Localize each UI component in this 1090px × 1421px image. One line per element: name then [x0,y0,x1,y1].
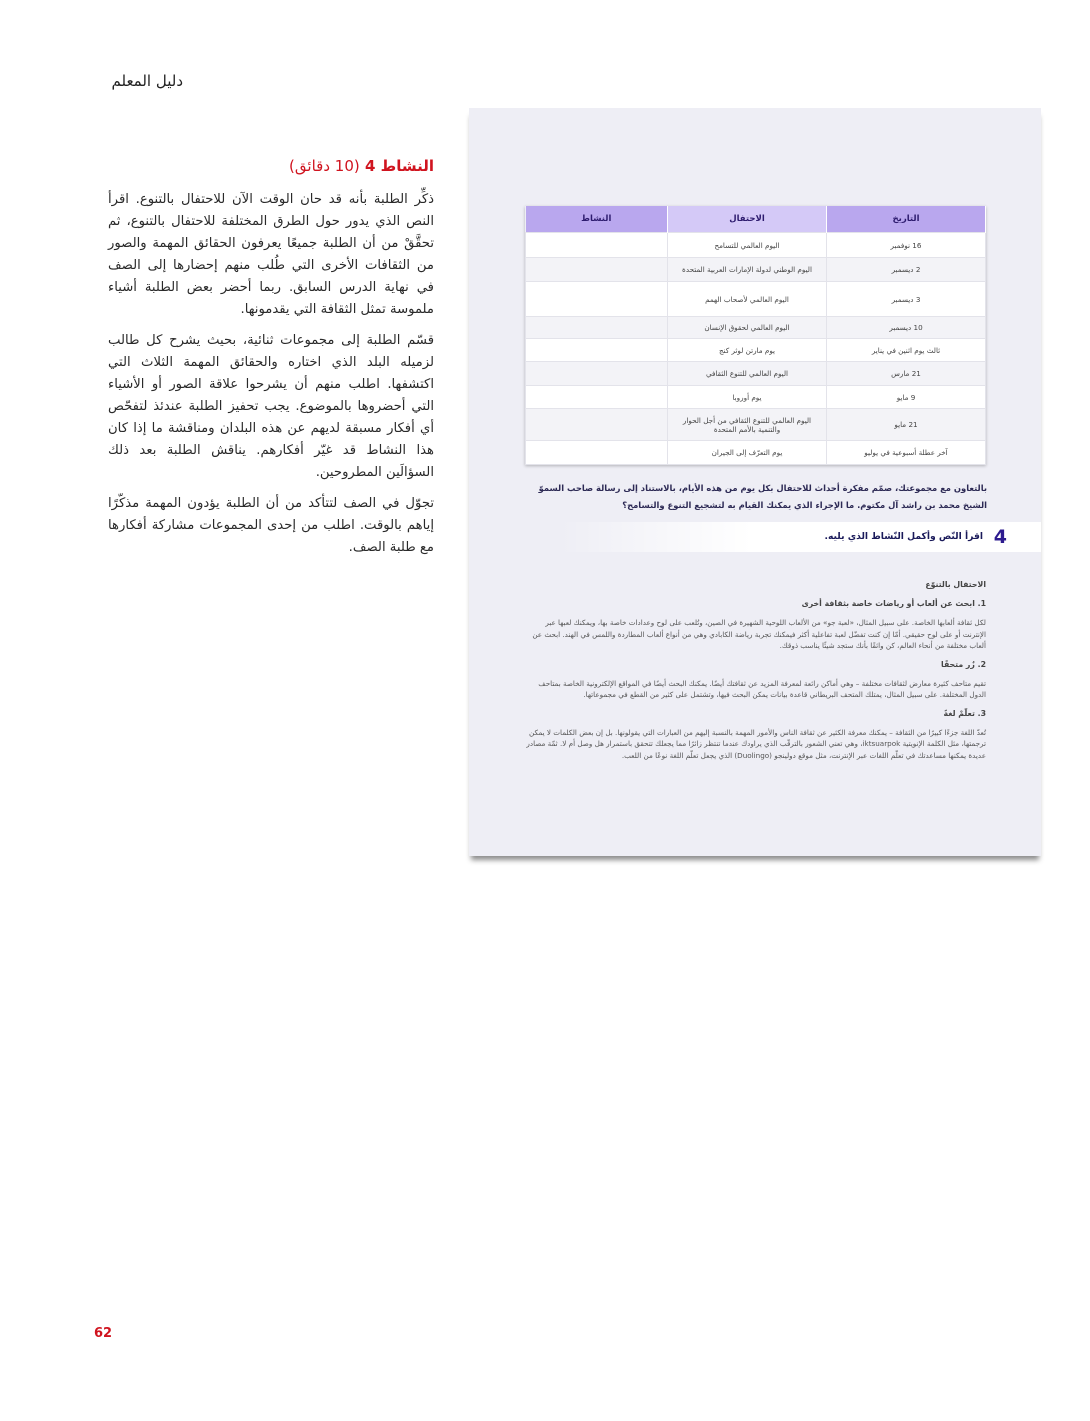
header-celebration: الاحتفال [668,206,827,233]
cell-celebration: اليوم العالمي للتنوع الثقافي من أجل الحوار والتنمية بالأمم المتحدة [668,409,827,441]
cell-celebration: اليوم الوطني لدولة الإمارات العربية المتحدة [668,258,827,282]
cell-activity [526,233,668,258]
cell-celebration: اليوم العالمي لحقوق الإنسان [668,317,827,339]
cell-celebration: يوم التعرّف إلى الجيران [668,441,827,465]
table-row [526,233,986,258]
table-row [526,409,986,441]
cell-celebration: اليوم العالمي لأصحاب الهمم [668,282,827,317]
table-row [526,258,986,282]
cell-celebration: اليوم العالمي للتنوع الثقافي [668,362,827,386]
cell-activity [526,339,668,362]
section-header [559,522,1041,552]
activity-paragraph-2: قسّم الطلبة إلى مجموعات ثنائية، بحيث يشرح كل طالب لزميله البلد الذي اختاره والحقائق المهمة الثلاث التي اكتشفها. اطلب منهم أن يشرحوا علاقة الصور أو الأشياء التي أحضروها بالموضوع. يجب تحفيز الطلبة عندئذ لتفحّص أي أفكار مسبقة لديهم عن هذه البلدان ومناقشة ما إذا كان هذا النشاط قد غيّر أفكارهم. يناقش الطلبة بعد ذلك السؤالَين المطروحين. [108,333,434,480]
page-number: 62 [94,1326,113,1341]
activity-heading-label: النشاط 4 [364,157,434,175]
reading-text [525,580,986,769]
table-row [526,282,986,317]
table-row [526,317,986,339]
reading-item-heading: 1. ابحث عن ألعاب أو رياضات خاصة بثقافة أخرى [801,599,986,608]
cell-celebration: يوم أوروبا [668,386,827,409]
celebrations-table [525,206,986,465]
section-title: اقرأ النّص وأكمل النّشاط الذي يليه. [824,531,983,542]
cell-activity [526,409,668,441]
header-activity: النشاط [526,206,668,233]
reading-item-text: تُعدّ اللغة جزءًا كبيرًا من الثقافة – يمكنك معرفة الكثير عن ثقافة الناس والأمور المهمة بالنسبة إليهم من العبارات التي يقولونها. بل إن بعض الكلمات لا يمكن ترجمتها، مثل الكلمة الإنويتية iktsuarpok، وهي تعني الشعور بالترقّب الذي يراودك عندما تنتظر زائرًا مما يجعلك تتحقق باستمرار هل وصل أم لا. ثمّة مصادر عديدة يمكنها مساعدتك في تعلّم اللغات عبر الإنترنت، مثل موقع دولينجو (Duolingo) الذي يجعل تعلّم اللغة نوعًا من اللعب. [526,727,986,760]
header-date: التاريخ [827,206,986,233]
reading-item-text: لكل ثقافة ألعابها الخاصة. على سبيل المثال، «لعبة جو» من الألعاب اللوحية الشهيرة في الصين، وتُلعب على لوح وعدادات خاصة بها، ويمكنك لعبها عبر الإنترنت أو على لوح حقيقي. أمّا إن كنت تفضّل لعبة تفاعلية أكثر فيمكنك تجربة رياضة الكابادي وهي من أنواع ألعاب المطاردة واللمس في الهند. ابحث عن ألعاب مختلفة من أنحاء العالم، كن واثقًا بأنك ستجد شيئًا يناسب ذوقك. [532,618,986,650]
section-number: 4 [993,526,1007,548]
cell-activity [526,282,668,317]
cell-date: 9 مايو [827,386,986,409]
table-header-row [526,206,986,233]
cell-date: آخر عطلة أسبوعية في يوليو [827,441,986,465]
teacher-notes [108,157,434,568]
activity-paragraph-3: تجوّل في الصف لتتأكد من أن الطلبة يؤدون المهمة مذكّرًا إياهم بالوقت. اطلب من إحدى المجموعات مشاركة أفكارها مع طلبة الصف. [108,496,434,555]
reading-item-heading: 2. زُر متحفًا [941,659,986,669]
student-book-excerpt [469,108,1041,856]
table-row [526,441,986,465]
group-task-prompt: بالتعاون مع مجموعتك، صمّم مفكرة أحداث للاحتفال بكل يوم من هذه الأيام، بالاستناد إلى رسالة صاحب السموّ الشيخ محمد بن راشد آل مكتوم. ما الإجراء الذي يمكنك القيام به لتشجيع التنوع والتسامح؟ [538,483,987,510]
reading-item-heading: 3. تعلّمْ لغةً [943,708,986,718]
activity-paragraph-1: ذكِّر الطلبة بأنه قد حان الوقت الآن للاحتفال بالتنوع. اقرأ النص الذي يدور حول الطرق المختلفة للاحتفال بالتنوع، ثم تحقَّقْ من أن الطلبة جميعًا يعرفون الحقائق المهمة والصور من الثقافات الأخرى التي طُلب منهم إحضارها إلى الصف في نهاية الدرس السابق. ربما أحضر بعض الطلبة أشياء ملموسة تمثل الثقافة التي يقدمونها. [108,192,434,317]
cell-date: 21 مارس [827,362,986,386]
cell-date: 2 ديسمبر [827,258,986,282]
cell-activity [526,386,668,409]
cell-celebration: اليوم العالمي للتسامح [668,233,827,258]
cell-date: ثالث يوم اثنين في يناير [827,339,986,362]
table-row [526,386,986,409]
reading-item-text: تقيم متاحف كثيرة معارض لثقافات مختلفة – وهي أماكن رائعة لمعرفة المزيد عن ثقافتك أيضًا. يمكنك البحث أيضًا في المواقع الإلكترونية الخاصة بمتاحف الدول المختلفة. على سبيل المثال، يمتلك المتحف البريطاني قاعدة بيانات يمكن البحث فيها، وتشتمل على كثير من القطع في مجموعاتها. [538,678,986,699]
table-row [526,362,986,386]
reading-title: الاحتفال بالتنوّع [925,580,986,589]
cell-celebration: يوم مارتن لوثر كنج [668,339,827,362]
table-row [526,339,986,362]
cell-date: 10 ديسمبر [827,317,986,339]
activity-heading [108,157,434,175]
cell-date: 16 نوفمبر [827,233,986,258]
cell-activity [526,441,668,465]
activity-duration: (10 دقائق) [289,157,360,175]
cell-activity [526,362,668,386]
guide-title: دليل المعلم [111,72,183,90]
cell-activity [526,317,668,339]
cell-date: 21 مايو [827,409,986,441]
cell-date: 3 ديسمبر [827,282,986,317]
cell-activity [526,258,668,282]
